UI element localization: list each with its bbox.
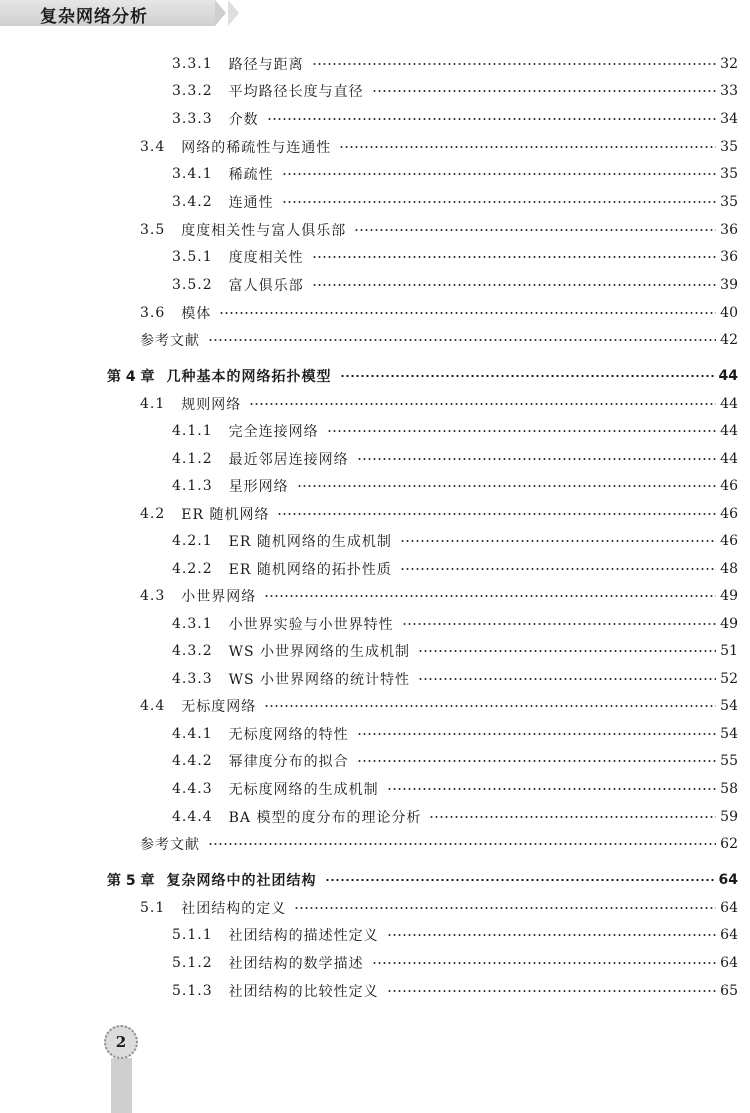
toc-entry-number: 4.1 [140, 396, 166, 412]
toc-dot-leader [339, 146, 716, 148]
toc-dot-leader [219, 312, 716, 314]
toc-entry-title: 几种基本的网络拓扑模型 [166, 369, 332, 385]
toc-entry-title: 最近邻居连接网络 [228, 452, 349, 468]
toc-entry[interactable] [172, 723, 738, 745]
toc-page-number: 54 [720, 698, 738, 714]
toc-entry-title: 度度相关性 [228, 250, 304, 266]
toc-page-number: 42 [720, 332, 738, 348]
toc-entry-number: 4.1.3 [172, 478, 213, 494]
toc-entry-title: 连通性 [228, 195, 274, 211]
toc-page-number: 35 [720, 194, 738, 210]
toc-entry-number: 3.3.2 [172, 83, 213, 99]
toc-dot-leader [354, 229, 716, 231]
toc-page-number: 49 [720, 616, 738, 632]
toc-page-number: 55 [720, 753, 738, 769]
toc-page-number: 44 [720, 396, 738, 412]
toc-page-number: 54 [720, 726, 738, 742]
toc-dot-leader [277, 513, 716, 515]
toc-entry[interactable] [140, 329, 738, 351]
toc-entry-title: 参考文献 [140, 333, 200, 349]
toc-entry-number: 4.4.4 [172, 809, 213, 825]
toc-chapter-entry[interactable] [107, 869, 738, 891]
toc-entry-number: 4.4.2 [172, 753, 213, 769]
toc-entry[interactable] [172, 246, 738, 268]
toc-entry[interactable] [172, 924, 738, 946]
toc-entry-number: 4.2.1 [172, 533, 213, 549]
toc-entry[interactable] [172, 191, 738, 213]
toc-entry-title: 无标度网络的生成机制 [228, 782, 379, 798]
toc-entry-title: 路径与距离 [228, 57, 304, 73]
toc-dot-leader [297, 485, 717, 487]
toc-entry-title: 星形网络 [228, 479, 289, 495]
toc-entry-title: 度度相关性与富人俱乐部 [181, 223, 347, 239]
toc-entry-title: BA 模型的度分布的理论分析 [228, 810, 422, 826]
toc-entry-number: 3.5 [140, 222, 166, 238]
toc-entry-number: 4.2.2 [172, 561, 213, 577]
toc-page-number: 49 [720, 588, 738, 604]
toc-page-number: 39 [720, 277, 738, 293]
toc-entry-number: 3.5.2 [172, 277, 213, 293]
toc-entry[interactable] [172, 750, 738, 772]
toc-entry-title: 完全连接网络 [228, 424, 319, 440]
running-header-title: 复杂网络分析 [40, 7, 148, 27]
toc-entry-number: 3.5.1 [172, 249, 213, 265]
toc-entry-title: 复杂网络中的社团结构 [166, 873, 317, 889]
toc-entry-title: 平均路径长度与直径 [228, 84, 364, 100]
toc-page-number: 58 [720, 781, 738, 797]
toc-dot-leader [402, 623, 717, 625]
toc-entry[interactable] [172, 80, 738, 102]
toc-entry-number: 4.4 [140, 698, 166, 714]
toc-entry[interactable] [140, 136, 738, 158]
toc-page-number: 59 [720, 809, 738, 825]
toc-entry-number: 4.1.1 [172, 423, 213, 439]
toc-entry-number: 3.4 [140, 139, 166, 155]
toc-dot-leader [264, 705, 716, 707]
toc-entry[interactable] [172, 952, 738, 974]
toc-dot-leader [327, 430, 717, 432]
toc-page-number: 40 [720, 305, 738, 321]
page-side-strip [111, 1058, 132, 1113]
toc-entry-title: ER 随机网络的生成机制 [228, 534, 392, 550]
toc-page-number: 36 [720, 222, 738, 238]
toc-entry-number: 第 5 章 [107, 873, 155, 889]
toc-entry-number: 3.3.1 [172, 56, 213, 72]
toc-dot-leader [267, 118, 717, 120]
toc-entry-title: 社团结构的数学描述 [228, 956, 364, 972]
toc-page-number: 51 [720, 643, 738, 659]
toc-page-number: 64 [720, 927, 738, 943]
toc-dot-leader [264, 595, 716, 597]
toc-entry-number: 5.1.3 [172, 983, 213, 999]
toc-entry[interactable] [140, 897, 738, 919]
toc-dot-leader [429, 816, 716, 818]
toc-entry[interactable] [172, 558, 738, 580]
toc-page-number: 35 [720, 139, 738, 155]
toc-entry-title: 无标度网络的特性 [228, 727, 349, 743]
toc-page-number: 46 [720, 478, 738, 494]
toc-entry-number: 5.1.1 [172, 927, 213, 943]
toc-entry-title: 介数 [228, 112, 259, 128]
toc-entry-number: 3.6 [140, 305, 166, 321]
toc-entry[interactable] [172, 613, 738, 635]
toc-dot-leader [294, 907, 716, 909]
toc-page-number: 44 [720, 451, 738, 467]
toc-entry-title: ER 随机网络 [181, 507, 270, 523]
toc-page-number: 44 [720, 423, 738, 439]
toc-page-number: 64 [720, 955, 738, 971]
toc-page-number: 52 [720, 671, 738, 687]
toc-chapter-entry[interactable] [107, 365, 738, 387]
toc-entry-number: 4.2 [140, 506, 166, 522]
toc-dot-leader [387, 788, 717, 790]
toc-entry[interactable] [172, 448, 738, 470]
toc-entry[interactable] [172, 163, 738, 185]
toc-dot-leader [312, 63, 717, 65]
toc-entry[interactable] [172, 806, 738, 828]
toc-entry[interactable] [172, 668, 738, 690]
toc-page-number: 33 [720, 83, 738, 99]
toc-page-number: 62 [720, 836, 738, 852]
toc-entry-number: 3.3.3 [172, 111, 213, 127]
toc-entry-title: 社团结构的比较性定义 [228, 984, 379, 1000]
header-chevron-decoration [228, 0, 239, 26]
toc-dot-leader [418, 650, 716, 652]
toc-entry[interactable] [140, 833, 738, 855]
toc-entry-title: 稀疏性 [228, 167, 274, 183]
toc-entry-title: 参考文献 [140, 837, 200, 853]
toc-entry-title: 网络的稀疏性与连通性 [181, 140, 332, 156]
toc-entry-title: WS 小世界网络的生成机制 [228, 644, 411, 660]
toc-entry[interactable] [172, 640, 738, 662]
toc-entry[interactable] [172, 475, 738, 497]
toc-entry[interactable] [172, 420, 738, 442]
toc-entry-number: 4.3.2 [172, 643, 213, 659]
toc-entry-title: 规则网络 [181, 397, 242, 413]
toc-dot-leader [312, 256, 717, 258]
toc-entry[interactable] [172, 274, 738, 296]
toc-entry-title: 无标度网络 [181, 699, 257, 715]
toc-dot-leader [372, 90, 717, 92]
toc-entry-title: 小世界实验与小世界特性 [228, 617, 394, 633]
toc-entry[interactable] [140, 695, 738, 717]
toc-entry-title: 小世界网络 [181, 589, 257, 605]
toc-page-number: 44 [718, 368, 738, 384]
toc-page-number: 64 [720, 900, 738, 916]
toc-entry-number: 4.3.3 [172, 671, 213, 687]
toc-page-number: 35 [720, 166, 738, 182]
toc-entry[interactable] [140, 219, 738, 241]
toc-entry-title: 幂律度分布的拟合 [228, 754, 349, 770]
toc-page-number: 32 [720, 56, 738, 72]
toc-entry[interactable] [172, 53, 738, 75]
page-number-badge: 2 [104, 1025, 138, 1059]
toc-dot-leader [357, 733, 717, 735]
toc-entry-number: 4.4.3 [172, 781, 213, 797]
toc-entry-number: 5.1.2 [172, 955, 213, 971]
toc-dot-leader [340, 375, 715, 377]
toc-page-number: 64 [718, 872, 738, 888]
toc-dot-leader [400, 540, 716, 542]
toc-entry-title: 社团结构的描述性定义 [228, 928, 379, 944]
toc-page-number: 65 [720, 983, 738, 999]
toc-entry-title: 模体 [181, 306, 212, 322]
toc-entry-title: ER 随机网络的拓扑性质 [228, 562, 392, 578]
toc-dot-leader [387, 934, 717, 936]
toc-entry[interactable] [140, 302, 738, 324]
toc-entry[interactable] [172, 778, 738, 800]
toc-dot-leader [357, 458, 717, 460]
toc-entry-number: 4.3.1 [172, 616, 213, 632]
toc-entry[interactable] [172, 108, 738, 130]
toc-dot-leader [357, 760, 717, 762]
toc-entry-title: WS 小世界网络的统计特性 [228, 672, 411, 688]
toc-entry-number: 第 4 章 [107, 369, 155, 385]
toc-entry-title: 社团结构的定义 [181, 901, 287, 917]
toc-entry[interactable] [140, 585, 738, 607]
toc-dot-leader [282, 201, 717, 203]
toc-page-number: 34 [720, 111, 738, 127]
toc-entry-number: 4.3 [140, 588, 166, 604]
toc-entry-number: 4.1.2 [172, 451, 213, 467]
toc-page-number: 46 [720, 533, 738, 549]
toc-dot-leader [418, 678, 716, 680]
toc-entry-title: 富人俱乐部 [228, 278, 304, 294]
toc-entry-number: 3.4.1 [172, 166, 213, 182]
header-chevron-decoration [215, 0, 226, 26]
toc-dot-leader [282, 173, 717, 175]
toc-page-number: 48 [720, 561, 738, 577]
toc-entry-number: 5.1 [140, 900, 166, 916]
toc-page-number: 46 [720, 506, 738, 522]
toc-dot-leader [208, 843, 716, 845]
toc-dot-leader [325, 879, 715, 881]
toc-entry[interactable] [172, 530, 738, 552]
toc-dot-leader [387, 990, 717, 992]
toc-entry[interactable] [140, 393, 738, 415]
toc-entry-number: 4.4.1 [172, 726, 213, 742]
toc-entry-number: 3.4.2 [172, 194, 213, 210]
toc-entry[interactable] [172, 980, 738, 1002]
toc-dot-leader [372, 962, 717, 964]
toc-page-number: 36 [720, 249, 738, 265]
toc-dot-leader [249, 403, 716, 405]
toc-dot-leader [312, 284, 717, 286]
toc-dot-leader [208, 339, 716, 341]
toc-entry[interactable] [140, 503, 738, 525]
toc-dot-leader [400, 568, 716, 570]
